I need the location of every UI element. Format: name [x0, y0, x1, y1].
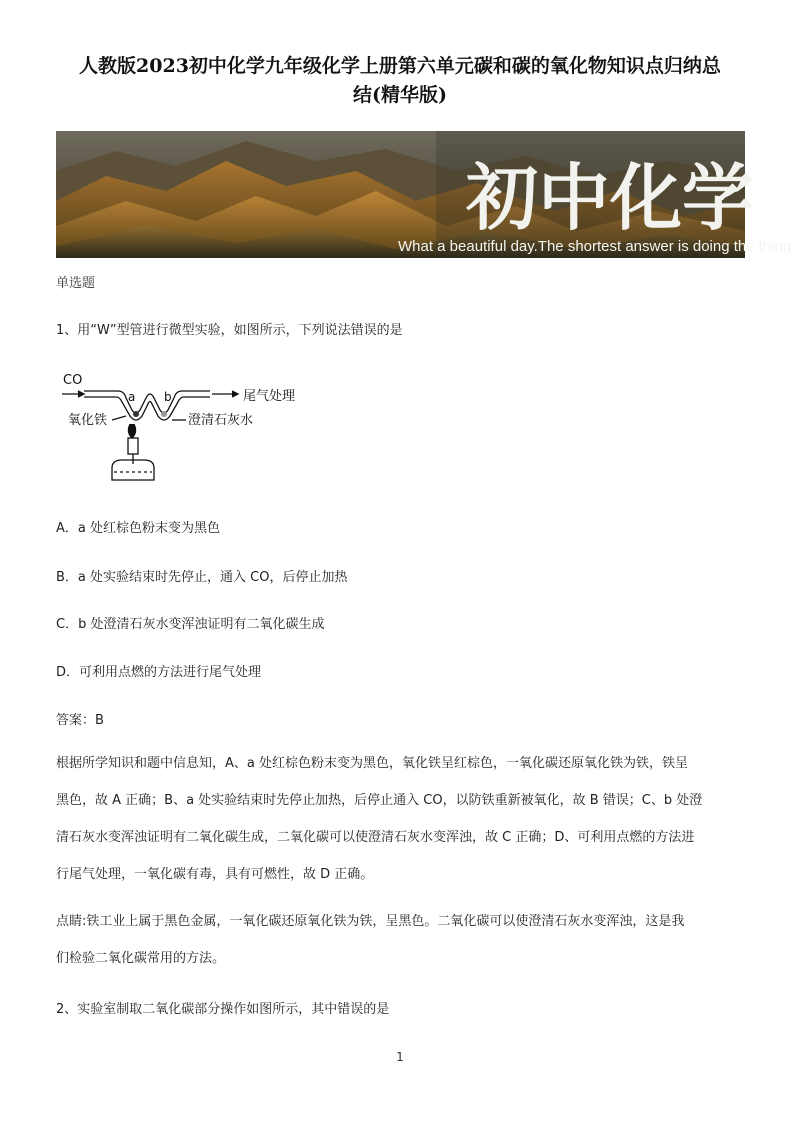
- w-tube-apparatus-figure: [60, 368, 320, 493]
- explanation-line: 黑色，故 A 正确；B、a 处实验结束时先停止加热，后停止通入 CO，以防铁重新被氧化，故 B 错误；C、b 处澄: [56, 793, 703, 808]
- explanation-line: 根据所学知识和题中信息知，A、a 处红棕色粉末变为黑色，氧化铁呈红棕色，一氧化碳还原氧化铁为铁，铁呈: [56, 756, 688, 771]
- question-1-option-c: C．b 处澄清石灰水变浑浊证明有二氧化碳生成: [56, 617, 325, 632]
- explanation-line: 行尾气处理，一氧化碳有毒，具有可燃性，故 D 正确。: [56, 867, 374, 882]
- title-line-2: 结(精华版): [353, 84, 447, 106]
- question-1-key-point: [56, 903, 746, 977]
- figure-label-iron-oxide: 氧化铁: [68, 413, 108, 428]
- flame-icon: [128, 424, 135, 438]
- question-2-stem: 2、实验室制取二氧化碳部分操作如图所示，其中错误的是: [56, 1002, 390, 1017]
- inlet-arrowhead-icon: [78, 391, 84, 397]
- question-1-option-d: D．可利用点燃的方法进行尾气处理: [56, 665, 262, 680]
- banner-title: 初中化学: [466, 155, 755, 240]
- lamp-wick-holder: [128, 438, 138, 454]
- figure-label-b: b: [164, 390, 172, 404]
- iron-oxide-powder: [133, 411, 139, 417]
- w-tube-top-wall: [84, 391, 210, 413]
- page-number: 1: [396, 1050, 404, 1064]
- figure-label-tail-gas: 尾气处理: [243, 389, 296, 404]
- question-1-stem: 1、用“W”型管进行微型实验，如图所示，下列说法错误的是: [56, 323, 403, 338]
- question-1-explanation: [56, 745, 746, 893]
- title-line-1: 人教版2023初中化学九年级化学上册第六单元碳和碳的氧化物知识点归纳总: [79, 55, 721, 77]
- figure-label-limewater: 澄清石灰水: [188, 413, 254, 428]
- figure-label-a: a: [128, 390, 136, 404]
- key-point-line: 点睛:铁工业上属于黑色金属，一氧化碳还原氧化铁为铁，呈黑色。二氧化碳可以使澄清石灰水变浑浊，这是我: [56, 914, 685, 929]
- figure-label-co: CO: [63, 373, 83, 388]
- question-1-option-b: B．a 处实验结束时先停止，通入 CO，后停止加热: [56, 570, 348, 585]
- outlet-arrowhead-icon: [232, 391, 238, 397]
- question-1-answer: 答案：B: [56, 713, 104, 728]
- banner-image: [56, 131, 796, 258]
- banner-caption: What a beautiful day.The shortest answer is doing the thing.: [398, 238, 796, 255]
- limewater-drop: [161, 411, 167, 417]
- iron-oxide-pointer: [112, 416, 126, 420]
- section-label: 单选题: [56, 276, 96, 291]
- explanation-line: 清石灰水变浑浊证明有二氧化碳生成，二氧化碳可以使澄清石灰水变浑浊，故 C 正确；D、可利用点燃的方法进: [56, 830, 695, 845]
- document-title: [50, 52, 750, 110]
- question-1-option-a: A．a 处红棕色粉末变为黑色: [56, 521, 220, 536]
- key-point-line: 们检验二氧化碳常用的方法。: [56, 951, 226, 966]
